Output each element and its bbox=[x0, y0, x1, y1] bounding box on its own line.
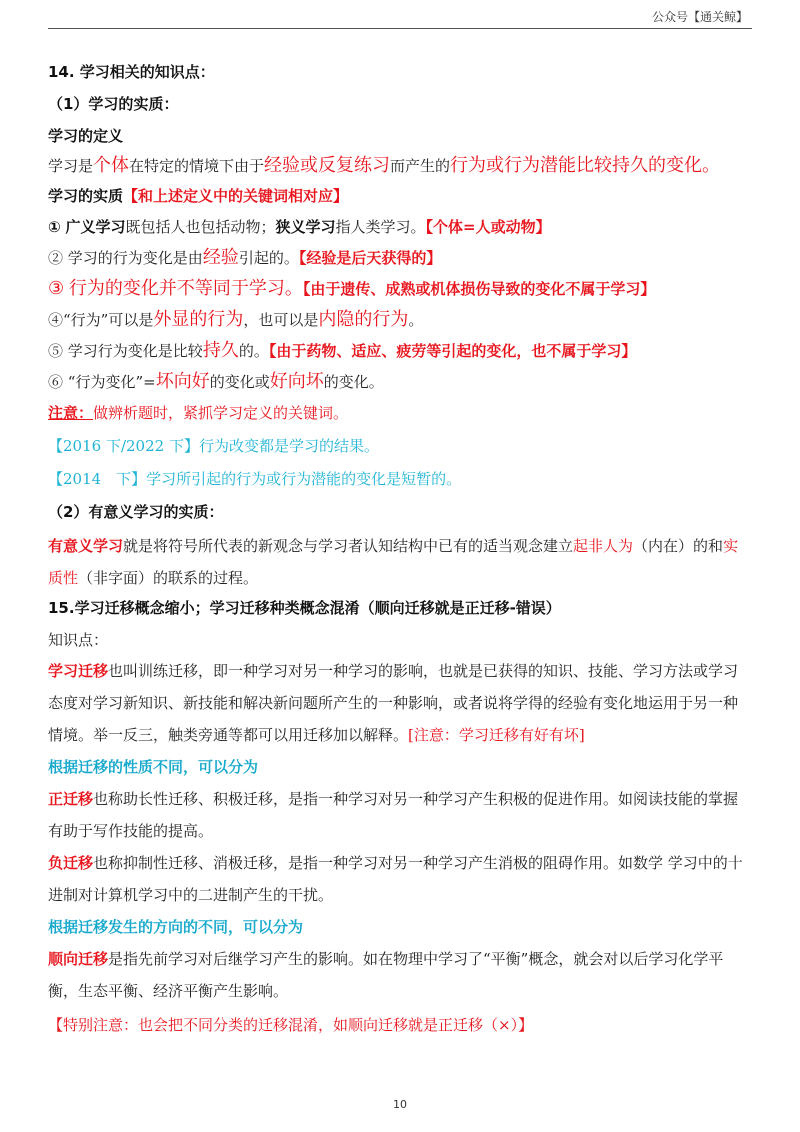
section-14-title: 14. 学习相关的知识点： bbox=[48, 63, 215, 81]
point-4-e: 。 bbox=[408, 311, 424, 329]
transfer-paragraph bbox=[48, 655, 752, 751]
def-b: 个体 bbox=[93, 155, 130, 176]
point-1 bbox=[48, 217, 752, 237]
header-title: 公众号【通关鲸】 bbox=[651, 10, 748, 24]
subsection-2-title: （2）有意义学习的实质： bbox=[48, 503, 224, 521]
essence-label: 学习的实质 bbox=[48, 187, 124, 205]
meaningful-a: 有意义学习 bbox=[48, 537, 124, 555]
header-divider bbox=[48, 28, 752, 29]
point-1-b: 既包括人也包括动物； bbox=[125, 218, 276, 236]
transfer-c: [注意：学习迁移有好有坏] bbox=[408, 726, 585, 744]
note-text: 做辨析题时，紧抓学习定义的关键词。 bbox=[93, 404, 349, 422]
point-5-num: ⑤ bbox=[48, 342, 64, 360]
meaningful-e: 实质性 bbox=[48, 537, 739, 587]
point-2-num: ② bbox=[48, 249, 64, 267]
point-4-d: 内隐的行为 bbox=[318, 309, 409, 330]
document-body bbox=[48, 52, 752, 1035]
meaningful-f: （非字面）的联系的过程。 bbox=[78, 569, 259, 587]
positive-transfer-paragraph bbox=[48, 783, 752, 847]
positive-a: 正迁移 bbox=[48, 790, 94, 808]
point-6-e: 的变化。 bbox=[323, 373, 384, 391]
def-c: 在特定的情境下由于 bbox=[129, 157, 265, 175]
meaningful-b: 就是将符号所代表的新观念与学习者认知结构中已有的适当观念建立 bbox=[123, 537, 574, 555]
point-4-c: ，也可以是 bbox=[243, 311, 319, 329]
transfer-b: 也叫训练迁移，即一种学习对另一种学习的影响，也就是已获得的知识、技能、学习方法或学习态度对学习新知识、新技能和解决新问题所产生的一种影响，或者说将学得的经验有变化地运用于另一种情境。举一反三，触类旁通等都可以用迁移加以解释。 bbox=[48, 662, 739, 744]
point-2 bbox=[48, 248, 752, 268]
point-2-a: 学习的行为变化是由 bbox=[67, 249, 203, 267]
forward-b: 是指先前学习对后继学习产生的影响。如在物理中学习了“平衡”概念，就会对以后学习化学平衡，生态平衡、经济平衡产生影响。 bbox=[48, 950, 724, 1000]
definition-text bbox=[48, 156, 752, 176]
point-6-d: 好向坏 bbox=[269, 371, 324, 392]
point-1-a: 广义学习 bbox=[65, 218, 126, 236]
point-4-num: ④ bbox=[48, 311, 64, 329]
positive-b: 也称助长性迁移、积极迁移，是指一种学习对另一种学习产生积极的促进作用。如阅读技能的掌握有助于写作技能的提高。 bbox=[48, 790, 739, 840]
transfer-a: 学习迁移 bbox=[48, 662, 109, 680]
meaningful-learning-paragraph bbox=[48, 530, 752, 594]
forward-a: 顺向迁移 bbox=[48, 950, 109, 968]
point-3 bbox=[48, 279, 752, 299]
point-1-c: 狭义学习 bbox=[275, 218, 336, 236]
def-d: 经验或反复练习 bbox=[264, 155, 391, 176]
def-f: 行为或行为潜能比较持久的变化。 bbox=[450, 155, 721, 176]
point-2-d: 【经验是后天获得的】 bbox=[298, 249, 442, 267]
special-note: 【特别注意：也会把不同分类的迁移混淆，如顺向迁移就是正迁移（×）】 bbox=[48, 1016, 534, 1034]
point-6-num: ⑥ bbox=[48, 373, 64, 391]
note-label: 注意： bbox=[48, 404, 94, 422]
def-e: 而产生的 bbox=[390, 157, 451, 175]
point-6 bbox=[48, 372, 752, 392]
forward-transfer-paragraph bbox=[48, 943, 752, 1007]
point-1-e: 【个体=人或动物】 bbox=[425, 218, 551, 236]
point-5-c: 的。 bbox=[238, 342, 269, 360]
nature-title: 根据迁移的性质不同，可以分为 bbox=[48, 758, 259, 776]
exam-item-2: 【2014 下】学习所引起的行为或行为潜能的变化是短暂的。 bbox=[48, 470, 462, 488]
point-4-b: 外显的行为 bbox=[153, 309, 244, 330]
note-line bbox=[48, 403, 752, 423]
subsection-1-title: （1）学习的实质： bbox=[48, 95, 179, 113]
negative-b: 也称抑制性迁移、消极迁移，是指一种学习对另一种学习产生消极的阻碍作用。如数学 学习中的十进制对计算机学习中的二进制产生的干扰。 bbox=[48, 854, 743, 904]
point-5-b: 持久 bbox=[202, 340, 239, 361]
point-5 bbox=[48, 341, 752, 361]
point-1-d: 指人类学习。 bbox=[335, 218, 426, 236]
essence-title bbox=[48, 186, 752, 206]
point-6-a: “行为变化”= bbox=[67, 373, 156, 391]
point-5-a: 学习行为变化是比较 bbox=[67, 342, 203, 360]
exam-item-1: 【2016 下/2022 下】行为改变都是学习的结果。 bbox=[48, 437, 379, 455]
meaningful-c: 起非人为 bbox=[573, 537, 634, 555]
section-15-title: 15.学习迁移概念缩小；学习迁移种类概念混淆（顺向迁移就是正迁移-错误） bbox=[48, 599, 561, 617]
point-6-b: 坏向好 bbox=[155, 371, 210, 392]
essence-note: 【和上述定义中的关键词相对应】 bbox=[123, 187, 349, 205]
direction-title: 根据迁移发生的方向的不同，可以分为 bbox=[48, 918, 304, 936]
def-a: 学习是 bbox=[48, 157, 94, 175]
knowledge-label: 知识点： bbox=[48, 631, 109, 649]
point-1-num: ① bbox=[48, 218, 61, 236]
point-3-num: ③ bbox=[48, 278, 65, 299]
point-3-b: 【由于遗传、成熟或机体损伤导致的变化不属于学习】 bbox=[302, 280, 656, 298]
definition-title: 学习的定义 bbox=[48, 127, 124, 145]
meaningful-d: （内在）的和 bbox=[633, 537, 724, 555]
negative-a: 负迁移 bbox=[48, 854, 94, 872]
point-6-c: 的变化或 bbox=[209, 373, 270, 391]
point-4 bbox=[48, 310, 752, 330]
point-4-a: “行为”可以是 bbox=[63, 311, 154, 329]
page-number: 10 bbox=[393, 1098, 407, 1111]
point-2-c: 引起的。 bbox=[238, 249, 299, 267]
point-2-b: 经验 bbox=[202, 247, 239, 268]
negative-transfer-paragraph bbox=[48, 847, 752, 911]
point-5-d: 【由于药物、适应、疲劳等引起的变化，也不属于学习】 bbox=[268, 342, 637, 360]
point-3-a: 行为的变化并不等同于学习。 bbox=[68, 278, 303, 299]
